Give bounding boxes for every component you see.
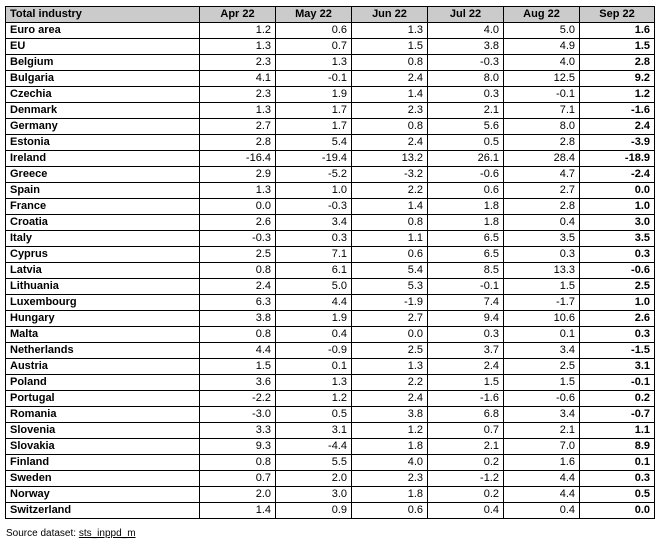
- country-cell: Sweden: [6, 471, 200, 487]
- value-cell: 2.4: [352, 71, 428, 87]
- table-row: [6, 119, 655, 135]
- value-cell: 1.6: [580, 23, 655, 39]
- value-cell: 2.3: [200, 55, 276, 71]
- value-cell: 2.1: [504, 423, 580, 439]
- value-cell: 3.3: [200, 423, 276, 439]
- value-cell: 1.3: [200, 39, 276, 55]
- value-cell: 1.5: [504, 375, 580, 391]
- value-cell: 4.4: [504, 471, 580, 487]
- value-cell: 0.4: [276, 327, 352, 343]
- value-cell: 1.2: [352, 423, 428, 439]
- value-cell: 7.1: [276, 247, 352, 263]
- country-cell: Belgium: [6, 55, 200, 71]
- value-cell: 1.7: [276, 119, 352, 135]
- value-cell: 1.8: [352, 487, 428, 503]
- value-cell: 1.5: [352, 39, 428, 55]
- value-cell: 2.3: [352, 103, 428, 119]
- table-row: [6, 311, 655, 327]
- value-cell: 9.2: [580, 71, 655, 87]
- country-cell: Euro area: [6, 23, 200, 39]
- value-cell: 2.5: [200, 247, 276, 263]
- value-cell: 5.0: [504, 23, 580, 39]
- value-cell: 4.7: [504, 167, 580, 183]
- table-row: [6, 423, 655, 439]
- value-cell: -4.4: [276, 439, 352, 455]
- value-cell: 6.5: [428, 231, 504, 247]
- value-cell: 0.3: [428, 87, 504, 103]
- country-cell: Portugal: [6, 391, 200, 407]
- country-cell: Estonia: [6, 135, 200, 151]
- value-cell: 1.6: [504, 455, 580, 471]
- value-cell: 3.4: [276, 215, 352, 231]
- value-cell: 0.3: [428, 327, 504, 343]
- value-cell: -0.3: [200, 231, 276, 247]
- value-cell: 4.0: [428, 23, 504, 39]
- value-cell: 1.3: [276, 55, 352, 71]
- value-cell: 1.4: [352, 199, 428, 215]
- value-cell: 1.1: [580, 423, 655, 439]
- value-cell: 1.3: [352, 23, 428, 39]
- value-cell: 0.5: [276, 407, 352, 423]
- table-row: [6, 279, 655, 295]
- country-cell: Germany: [6, 119, 200, 135]
- table-row: [6, 263, 655, 279]
- value-cell: -19.4: [276, 151, 352, 167]
- value-cell: 4.4: [200, 343, 276, 359]
- value-cell: -0.6: [504, 391, 580, 407]
- table-row: [6, 375, 655, 391]
- value-cell: 4.1: [200, 71, 276, 87]
- value-cell: 28.4: [504, 151, 580, 167]
- country-cell: Slovenia: [6, 423, 200, 439]
- value-cell: -1.6: [428, 391, 504, 407]
- value-cell: 13.3: [504, 263, 580, 279]
- table-row: [6, 327, 655, 343]
- value-cell: -1.2: [428, 471, 504, 487]
- table-row: [6, 23, 655, 39]
- table-row: [6, 471, 655, 487]
- value-cell: 1.8: [428, 215, 504, 231]
- value-cell: 4.0: [352, 455, 428, 471]
- value-cell: 0.4: [504, 503, 580, 519]
- value-cell: -1.5: [580, 343, 655, 359]
- country-cell: Italy: [6, 231, 200, 247]
- value-cell: 1.5: [504, 279, 580, 295]
- value-cell: 1.0: [276, 183, 352, 199]
- value-cell: 0.7: [428, 423, 504, 439]
- value-cell: 6.3: [200, 295, 276, 311]
- table-row: [6, 439, 655, 455]
- source-note: [6, 528, 136, 539]
- value-cell: 8.5: [428, 263, 504, 279]
- value-cell: 2.1: [428, 103, 504, 119]
- value-cell: 1.7: [276, 103, 352, 119]
- value-cell: 8.0: [504, 119, 580, 135]
- table-row: [6, 71, 655, 87]
- table-row: [6, 87, 655, 103]
- value-cell: 0.3: [580, 247, 655, 263]
- value-cell: 12.5: [504, 71, 580, 87]
- country-cell: Denmark: [6, 103, 200, 119]
- table-row: [6, 103, 655, 119]
- value-cell: 0.8: [352, 215, 428, 231]
- value-cell: 2.4: [428, 359, 504, 375]
- value-cell: 2.6: [580, 311, 655, 327]
- value-cell: 3.8: [352, 407, 428, 423]
- value-cell: 6.5: [428, 247, 504, 263]
- source-label: Source dataset:: [6, 528, 79, 539]
- table-row: [6, 247, 655, 263]
- value-cell: 2.3: [352, 471, 428, 487]
- header-cell-month: Jul 22: [428, 7, 504, 23]
- country-cell: Poland: [6, 375, 200, 391]
- value-cell: 2.8: [504, 199, 580, 215]
- value-cell: 5.0: [276, 279, 352, 295]
- country-cell: Finland: [6, 455, 200, 471]
- value-cell: 3.5: [580, 231, 655, 247]
- value-cell: -1.7: [504, 295, 580, 311]
- country-cell: Austria: [6, 359, 200, 375]
- value-cell: 2.4: [580, 119, 655, 135]
- country-cell: Lithuania: [6, 279, 200, 295]
- value-cell: 2.7: [504, 183, 580, 199]
- value-cell: -16.4: [200, 151, 276, 167]
- table-row: [6, 167, 655, 183]
- value-cell: 2.8: [580, 55, 655, 71]
- value-cell: 0.1: [580, 455, 655, 471]
- value-cell: 5.6: [428, 119, 504, 135]
- value-cell: 1.9: [276, 311, 352, 327]
- value-cell: 1.4: [200, 503, 276, 519]
- header-row: [6, 7, 655, 23]
- value-cell: 4.0: [504, 55, 580, 71]
- table-row: [6, 391, 655, 407]
- value-cell: 0.5: [580, 487, 655, 503]
- value-cell: 2.5: [580, 279, 655, 295]
- table-row: [6, 215, 655, 231]
- value-cell: 2.7: [200, 119, 276, 135]
- value-cell: 2.9: [200, 167, 276, 183]
- value-cell: 7.0: [504, 439, 580, 455]
- value-cell: 0.8: [200, 327, 276, 343]
- value-cell: 1.3: [276, 375, 352, 391]
- value-cell: 5.4: [352, 263, 428, 279]
- value-cell: 3.6: [200, 375, 276, 391]
- value-cell: 0.6: [352, 247, 428, 263]
- header-cell-month: Aug 22: [504, 7, 580, 23]
- value-cell: 0.6: [352, 503, 428, 519]
- value-cell: 3.4: [504, 343, 580, 359]
- value-cell: 1.9: [276, 87, 352, 103]
- value-cell: 0.3: [276, 231, 352, 247]
- value-cell: -5.2: [276, 167, 352, 183]
- value-cell: 0.4: [428, 503, 504, 519]
- table-row: [6, 231, 655, 247]
- table-row: [6, 183, 655, 199]
- value-cell: 0.8: [200, 263, 276, 279]
- value-cell: 2.3: [200, 87, 276, 103]
- header-cell-month: Jun 22: [352, 7, 428, 23]
- value-cell: 0.0: [580, 183, 655, 199]
- table-row: [6, 135, 655, 151]
- country-cell: Spain: [6, 183, 200, 199]
- value-cell: 9.3: [200, 439, 276, 455]
- value-cell: 3.8: [428, 39, 504, 55]
- value-cell: -2.4: [580, 167, 655, 183]
- value-cell: 3.0: [580, 215, 655, 231]
- value-cell: 5.5: [276, 455, 352, 471]
- source-dataset-link[interactable]: sts_inppd_m: [78, 528, 136, 539]
- country-cell: Hungary: [6, 311, 200, 327]
- data-table: [5, 6, 655, 519]
- value-cell: 2.2: [352, 183, 428, 199]
- value-cell: 0.3: [580, 327, 655, 343]
- value-cell: 0.8: [200, 455, 276, 471]
- value-cell: 1.2: [200, 23, 276, 39]
- value-cell: 1.8: [352, 439, 428, 455]
- value-cell: 26.1: [428, 151, 504, 167]
- value-cell: 0.5: [428, 135, 504, 151]
- value-cell: 3.1: [580, 359, 655, 375]
- value-cell: 0.0: [352, 327, 428, 343]
- country-cell: Greece: [6, 167, 200, 183]
- value-cell: 3.4: [504, 407, 580, 423]
- value-cell: 3.8: [200, 311, 276, 327]
- value-cell: 9.4: [428, 311, 504, 327]
- country-cell: EU: [6, 39, 200, 55]
- value-cell: -0.3: [428, 55, 504, 71]
- value-cell: 3.1: [276, 423, 352, 439]
- country-cell: Latvia: [6, 263, 200, 279]
- value-cell: 0.8: [352, 55, 428, 71]
- value-cell: 0.2: [428, 455, 504, 471]
- country-cell: Slovakia: [6, 439, 200, 455]
- table-row: [6, 487, 655, 503]
- value-cell: 1.5: [200, 359, 276, 375]
- value-cell: 1.2: [580, 87, 655, 103]
- value-cell: -0.1: [428, 279, 504, 295]
- value-cell: 1.0: [580, 199, 655, 215]
- table-row: [6, 151, 655, 167]
- country-cell: Switzerland: [6, 503, 200, 519]
- country-cell: Cyprus: [6, 247, 200, 263]
- table-row: [6, 343, 655, 359]
- value-cell: 13.2: [352, 151, 428, 167]
- value-cell: -1.9: [352, 295, 428, 311]
- value-cell: -0.6: [428, 167, 504, 183]
- value-cell: -0.6: [580, 263, 655, 279]
- value-cell: 4.9: [504, 39, 580, 55]
- header-cell-industry: Total industry: [6, 7, 200, 23]
- country-cell: Netherlands: [6, 343, 200, 359]
- value-cell: 0.2: [580, 391, 655, 407]
- value-cell: 0.6: [276, 23, 352, 39]
- table-row: [6, 55, 655, 71]
- value-cell: 4.4: [276, 295, 352, 311]
- value-cell: 2.4: [352, 135, 428, 151]
- value-cell: -3.2: [352, 167, 428, 183]
- value-cell: 2.4: [200, 279, 276, 295]
- country-cell: Malta: [6, 327, 200, 343]
- value-cell: -0.1: [580, 375, 655, 391]
- value-cell: 0.7: [276, 39, 352, 55]
- value-cell: 2.8: [504, 135, 580, 151]
- value-cell: 0.3: [504, 247, 580, 263]
- value-cell: 7.1: [504, 103, 580, 119]
- value-cell: 6.1: [276, 263, 352, 279]
- table-row: [6, 503, 655, 519]
- table-row: [6, 295, 655, 311]
- value-cell: 1.0: [580, 295, 655, 311]
- table-body: [6, 23, 655, 519]
- value-cell: 10.6: [504, 311, 580, 327]
- value-cell: 0.3: [580, 471, 655, 487]
- value-cell: 0.9: [276, 503, 352, 519]
- value-cell: 1.3: [200, 183, 276, 199]
- value-cell: 3.7: [428, 343, 504, 359]
- table-row: [6, 359, 655, 375]
- value-cell: 2.2: [352, 375, 428, 391]
- value-cell: -0.3: [276, 199, 352, 215]
- value-cell: 1.8: [428, 199, 504, 215]
- table-row: [6, 199, 655, 215]
- value-cell: 1.4: [352, 87, 428, 103]
- country-cell: France: [6, 199, 200, 215]
- value-cell: 2.0: [276, 471, 352, 487]
- value-cell: -18.9: [580, 151, 655, 167]
- value-cell: -0.7: [580, 407, 655, 423]
- value-cell: 1.5: [580, 39, 655, 55]
- country-cell: Romania: [6, 407, 200, 423]
- value-cell: -2.2: [200, 391, 276, 407]
- table-row: [6, 39, 655, 55]
- value-cell: 2.8: [200, 135, 276, 151]
- value-cell: -0.1: [276, 71, 352, 87]
- value-cell: 5.4: [276, 135, 352, 151]
- value-cell: 8.0: [428, 71, 504, 87]
- value-cell: 3.0: [276, 487, 352, 503]
- header-cell-month: May 22: [276, 7, 352, 23]
- country-cell: Croatia: [6, 215, 200, 231]
- value-cell: 2.5: [352, 343, 428, 359]
- value-cell: 0.2: [428, 487, 504, 503]
- value-cell: 0.1: [276, 359, 352, 375]
- value-cell: 7.4: [428, 295, 504, 311]
- value-cell: 1.3: [200, 103, 276, 119]
- country-cell: Czechia: [6, 87, 200, 103]
- value-cell: -1.6: [580, 103, 655, 119]
- table-row: [6, 455, 655, 471]
- value-cell: 1.2: [276, 391, 352, 407]
- header-cell-month: Apr 22: [200, 7, 276, 23]
- value-cell: 2.6: [200, 215, 276, 231]
- value-cell: 0.8: [352, 119, 428, 135]
- value-cell: 4.4: [504, 487, 580, 503]
- value-cell: 6.8: [428, 407, 504, 423]
- value-cell: 0.0: [580, 503, 655, 519]
- value-cell: 0.7: [200, 471, 276, 487]
- value-cell: -3.9: [580, 135, 655, 151]
- value-cell: 0.4: [504, 215, 580, 231]
- value-cell: -0.9: [276, 343, 352, 359]
- value-cell: 2.7: [352, 311, 428, 327]
- value-cell: 5.3: [352, 279, 428, 295]
- value-cell: 0.6: [428, 183, 504, 199]
- value-cell: 1.5: [428, 375, 504, 391]
- country-cell: Norway: [6, 487, 200, 503]
- value-cell: 2.0: [200, 487, 276, 503]
- table-row: [6, 407, 655, 423]
- value-cell: 2.4: [352, 391, 428, 407]
- value-cell: -0.1: [504, 87, 580, 103]
- value-cell: 0.1: [504, 327, 580, 343]
- value-cell: 3.5: [504, 231, 580, 247]
- country-cell: Luxembourg: [6, 295, 200, 311]
- country-cell: Bulgaria: [6, 71, 200, 87]
- value-cell: -3.0: [200, 407, 276, 423]
- value-cell: 0.0: [200, 199, 276, 215]
- value-cell: 2.1: [428, 439, 504, 455]
- country-cell: Ireland: [6, 151, 200, 167]
- value-cell: 2.5: [504, 359, 580, 375]
- value-cell: 1.1: [352, 231, 428, 247]
- value-cell: 8.9: [580, 439, 655, 455]
- value-cell: 1.3: [352, 359, 428, 375]
- header-cell-month: Sep 22: [580, 7, 655, 23]
